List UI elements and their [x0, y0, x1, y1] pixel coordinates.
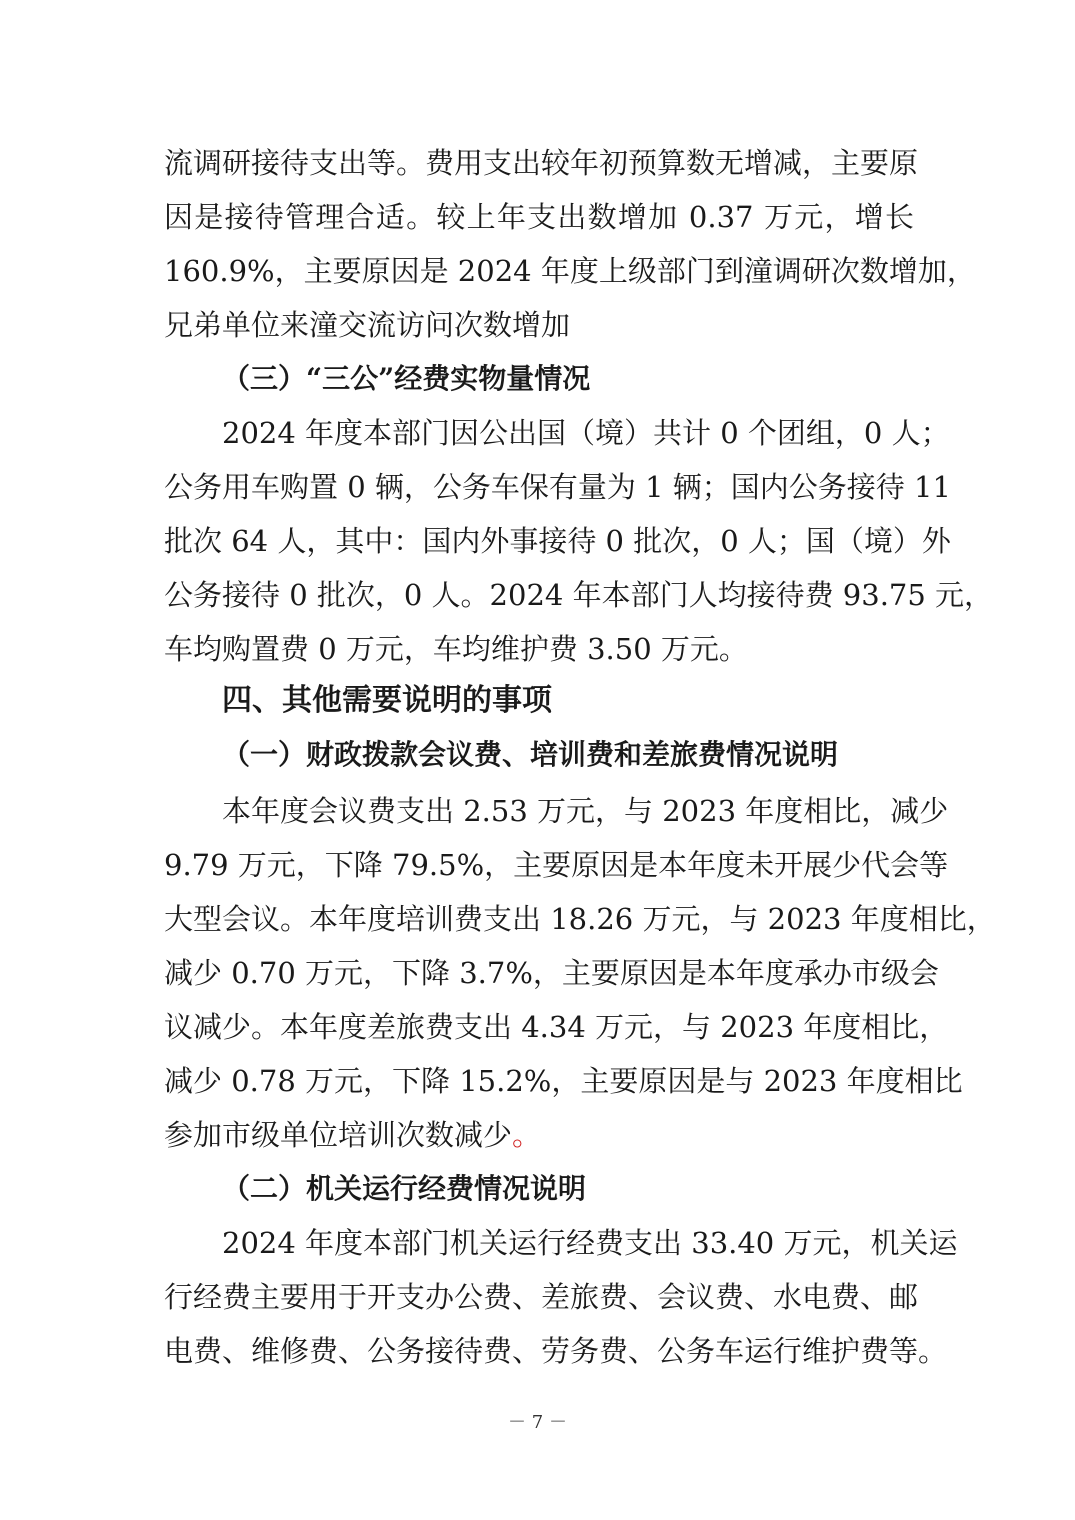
- page-number: － 7 －: [508, 1412, 567, 1433]
- paragraph-line: [164, 1118, 914, 1152]
- paragraph-line: 兄弟单位来潼交流访问次数增加: [164, 308, 571, 342]
- paragraph-line: 减少 0.70 万元，下降 3.7%，主要原因是本年度承办市级会: [164, 956, 939, 990]
- paragraph-line: 2024 年度本部门因公出国（境）共计 0 个团组，0 人；: [222, 416, 950, 450]
- paragraph-line: 本年度会议费支出 2.53 万元，与 2023 年度相比，减少: [222, 794, 949, 828]
- paragraph-line: 因是接待管理合适。较上年支出数增加 0.37 万元，增长: [164, 200, 914, 234]
- paragraph-line: 减少 0.78 万元，下降 15.2%，主要原因是与 2023 年度相比: [164, 1064, 963, 1098]
- paragraph-line: 9.79 万元，下降 79.5%，主要原因是本年度未开展少代会等: [164, 848, 949, 882]
- paragraph-line: 大型会议。本年度培训费支出 18.26 万元，与 2023 年度相比，: [164, 902, 996, 936]
- paragraph-line: 车均购置费 0 万元，车均维护费 3.50 万元。: [164, 632, 748, 666]
- paragraph-line: 公务用车购置 0 辆，公务车保有量为 1 辆；国内公务接待 11: [164, 470, 951, 504]
- heading-meeting-training-travel: （一）财政拨款会议费、培训费和差旅费情况说明: [222, 738, 839, 771]
- section-heading-other-matters: 四、其他需要说明的事项: [222, 683, 552, 718]
- heading-three-public-items: （三）“三公”经费实物量情况: [222, 362, 591, 395]
- paragraph-line: 行经费主要用于开支办公费、差旅费、会议费、水电费、邮: [164, 1280, 919, 1314]
- paragraph-line: 议减少。本年度差旅费支出 4.34 万元，与 2023 年度相比，: [164, 1010, 949, 1044]
- paragraph-line: 电费、维修费、公务接待费、劳务费、公务车运行维护费等。: [164, 1334, 948, 1368]
- paragraph-line-text: 参加市级单位培训次数减少: [164, 1118, 513, 1152]
- paragraph-line: 160.9%，主要原因是 2024 年度上级部门到潼调研次数增加，: [164, 254, 976, 288]
- final-punctuation: 。: [512, 1118, 542, 1152]
- paragraph-line: 流调研接待支出等。费用支出较年初预算数无增减，主要原: [164, 146, 919, 180]
- paragraph-line: 公务接待 0 批次，0 人。2024 年本部门人均接待费 93.75 元，: [164, 578, 994, 612]
- paragraph-line: 批次 64 人，其中：国内外事接待 0 批次，0 人；国（境）外: [164, 524, 951, 558]
- paragraph-line: 2024 年度本部门机关运行经费支出 33.40 万元，机关运: [222, 1226, 958, 1260]
- heading-operating-expenses: （二）机关运行经费情况说明: [222, 1172, 587, 1205]
